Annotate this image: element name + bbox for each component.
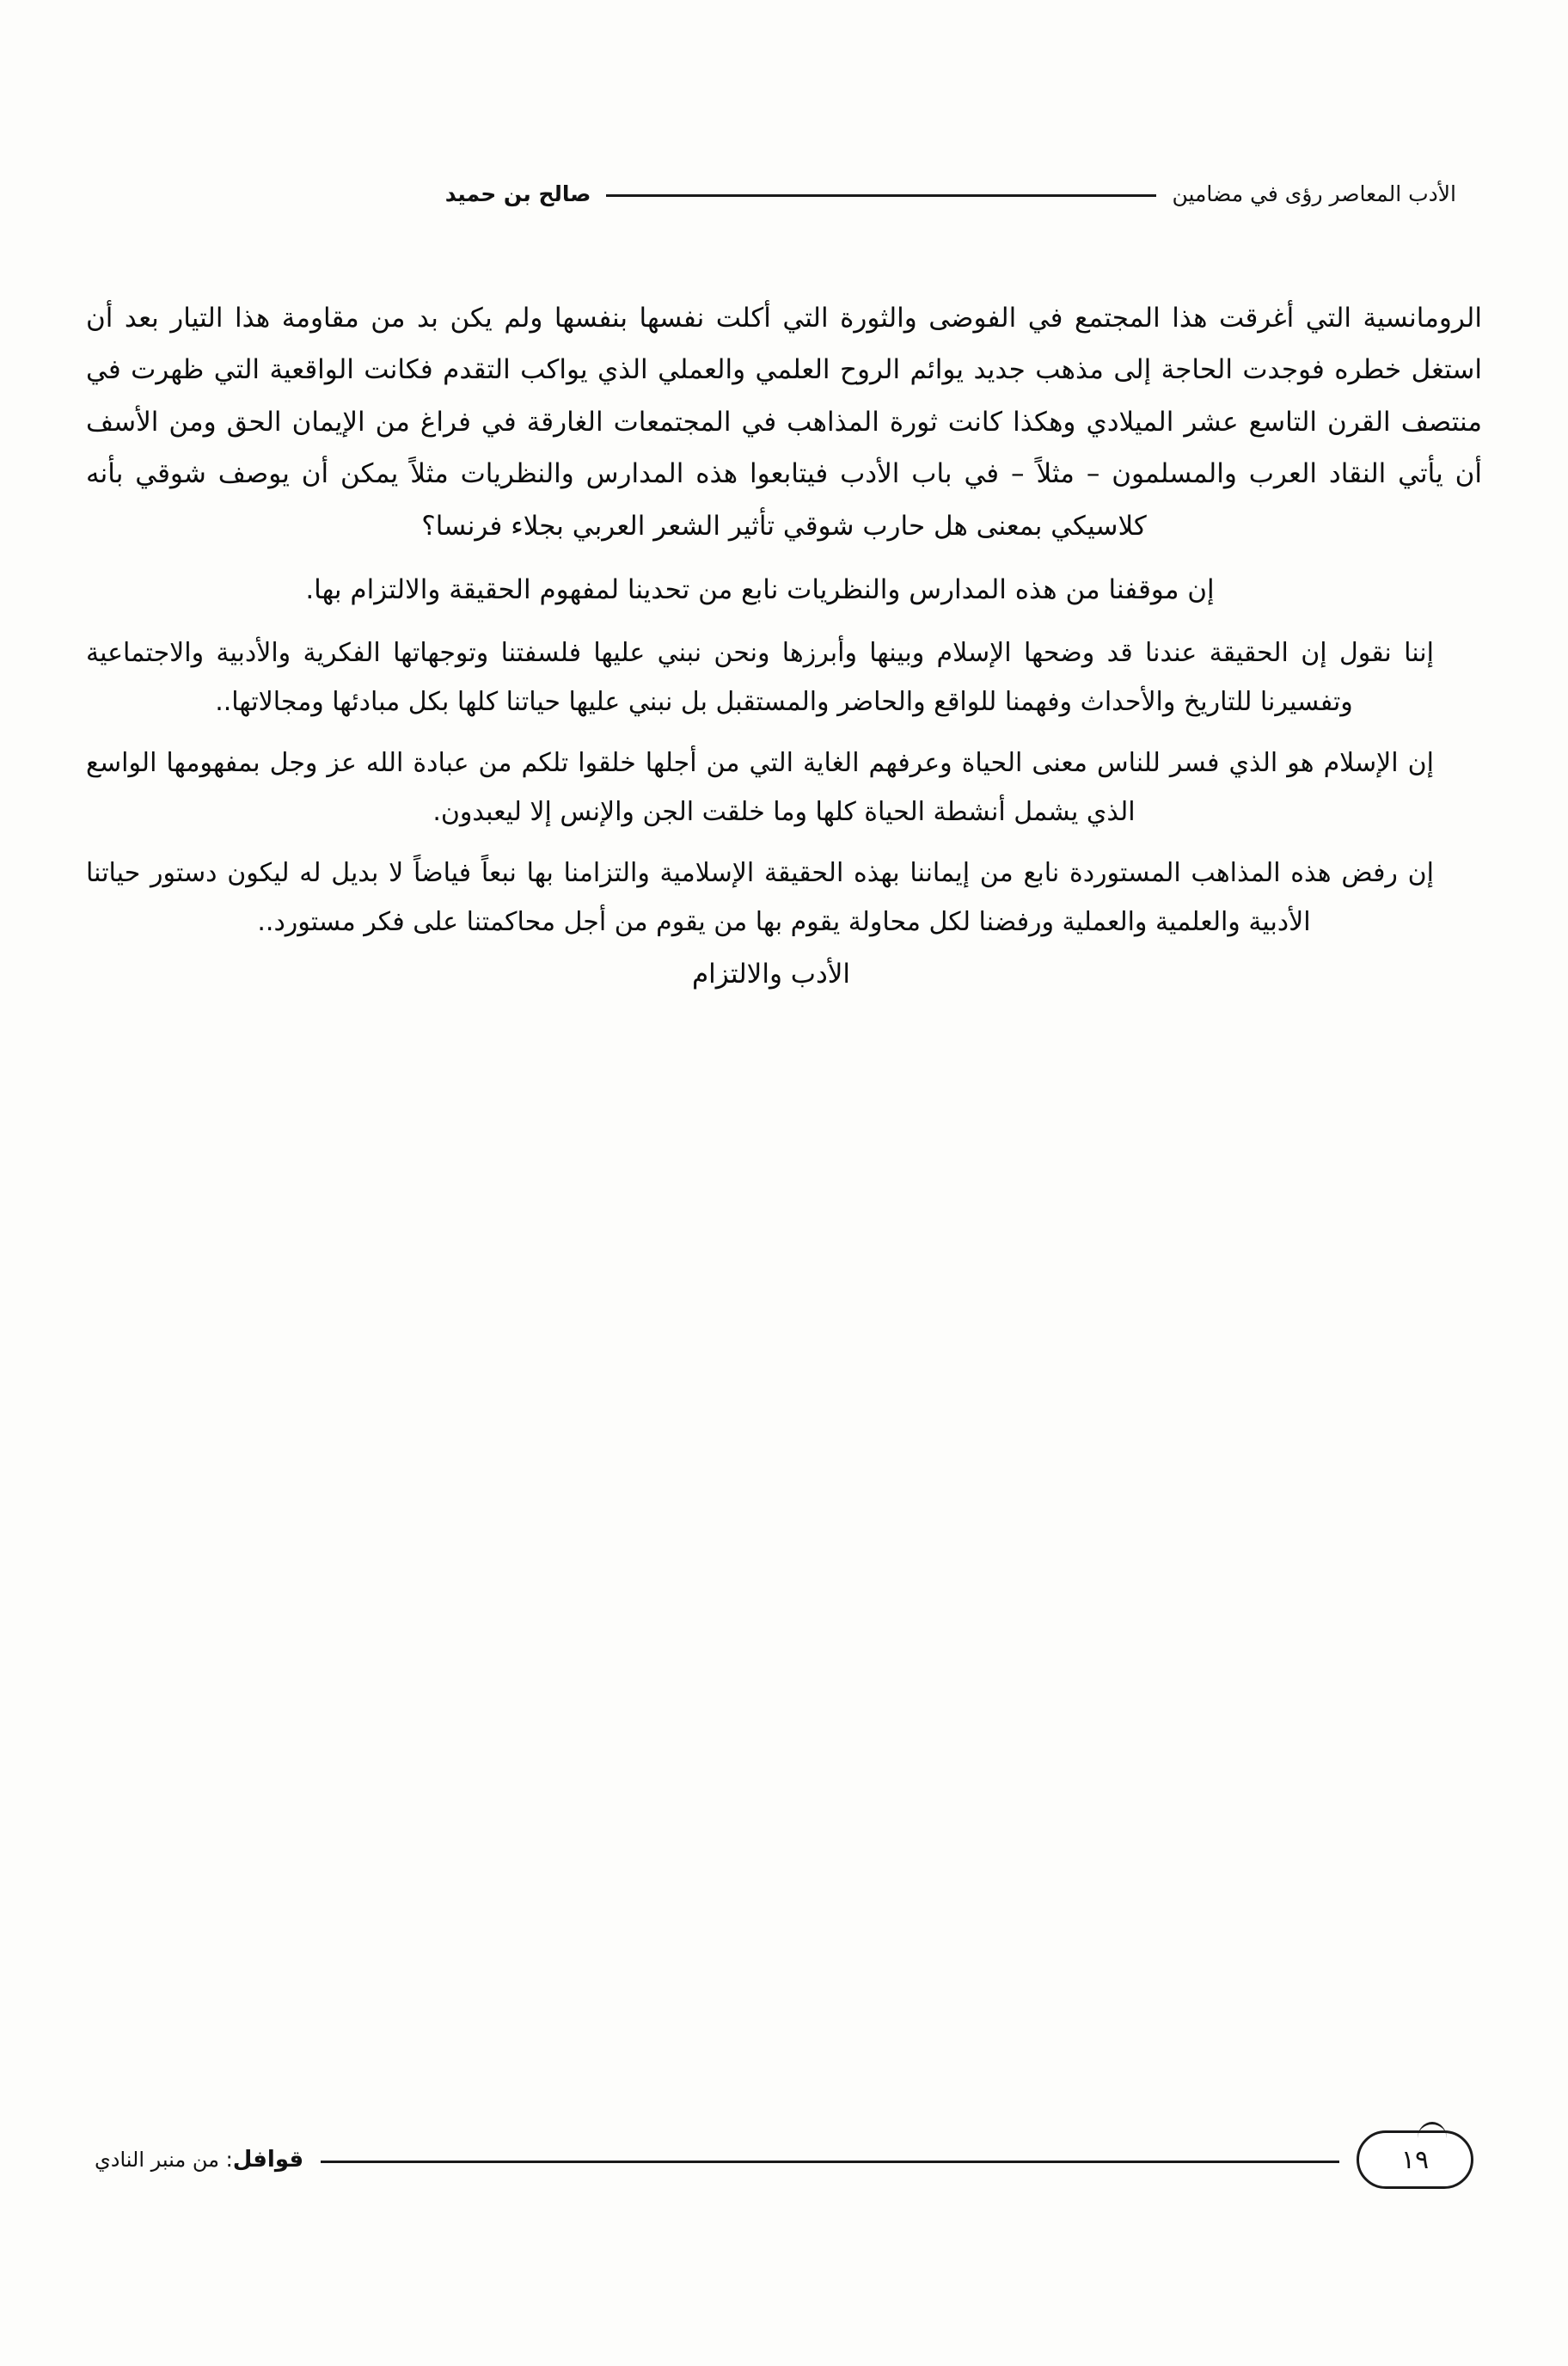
- footer-divider: [321, 2161, 1339, 2163]
- footer-series-subtitle: : من منبر النادي: [95, 2148, 233, 2172]
- header-divider: [606, 194, 1156, 197]
- page-footer: [95, 2130, 1473, 2190]
- badge-tick-mark: [1418, 2122, 1447, 2138]
- page-number-badge: [1357, 2130, 1473, 2189]
- header-author: صالح بن حميد: [444, 181, 591, 206]
- body-paragraph-5: إن رفض هذه المذاهب المستوردة نابع من إيماننا بهذه الحقيقة الإسلامية والتزامنا بها نبعاً فياضاً لا بديل له ليكون دستور حياتنا الأدبية والعلمية والعملية ورفضنا لكل محاولة يقوم بها من يقوم من أجل محاكمتنا على فكر مستورد..: [86, 857, 1434, 937]
- header-title: الأدب المعاصر رؤى في مضامين: [1172, 181, 1456, 206]
- body-paragraph-2: إن موقفنا من هذه المدارس والنظريات نابع من تحدينا لمفهوم الحقيقة والالتزام بها.: [305, 574, 1215, 606]
- page-number-value: ١٩: [1400, 2144, 1430, 2175]
- footer-series-title: قوافل: [232, 2147, 304, 2173]
- body-paragraph-4: إن الإسلام هو الذي فسر للناس معنى الحياة وعرفهم الغاية التي من أجلها خلقوا تلكم من عبادة الله عز وجل بمفهومها الواسع الذي يشمل أنشطة الحياة كلها وما خلقت الجن والإنس إلا ليعبدون.: [86, 747, 1434, 827]
- page-header: [112, 176, 1456, 211]
- body-paragraph-1: الرومانسية التي أغرقت هذا المجتمع في الفوضى والثورة التي أكلت نفسها بنفسها ولم يكن بد من مقاومة هذا التيار بعد أن استغل خطره فوجدت الحاجة إلى مذهب جديد يوائم الروح العلمي والعملي الذي يواكب التقدم فكانت الواقعية التي ظهرت في منتصف القرن التاسع عشر الميلادي وهكذا كانت ثورة المذاهب في المجتمعات الغارقة في فراغ من الإيمان الحق ومن الأسف أن يأتي النقاد العرب والمسلمون – مثلاً – في باب الأدب فيتابعوا هذه المدارس والنظريات مثلاً يمكن أن يوصف شوقي بأنه كلاسيكي بمعنى هل حارب شوقي تأثير الشعر العربي بجلاء فرنسا؟: [86, 303, 1482, 542]
- page-body: [86, 292, 1482, 990]
- body-paragraph-3: إننا نقول إن الحقيقة عندنا قد وضحها الإسلام وبينها وأبرزها ونحن نبني عليها فلسفتنا وتوجهاتها الفكرية والأدبية والاجتماعية وتفسيرنا للتاريخ والأحداث وفهمنا للواقع والحاضر والمستقبل بل نبني عليها حياتنا كلها بكل مبادئها ومجالاتها..: [86, 637, 1434, 717]
- closing-line: الأدب والالتزام: [691, 958, 851, 990]
- footer-series-label: [95, 2147, 303, 2173]
